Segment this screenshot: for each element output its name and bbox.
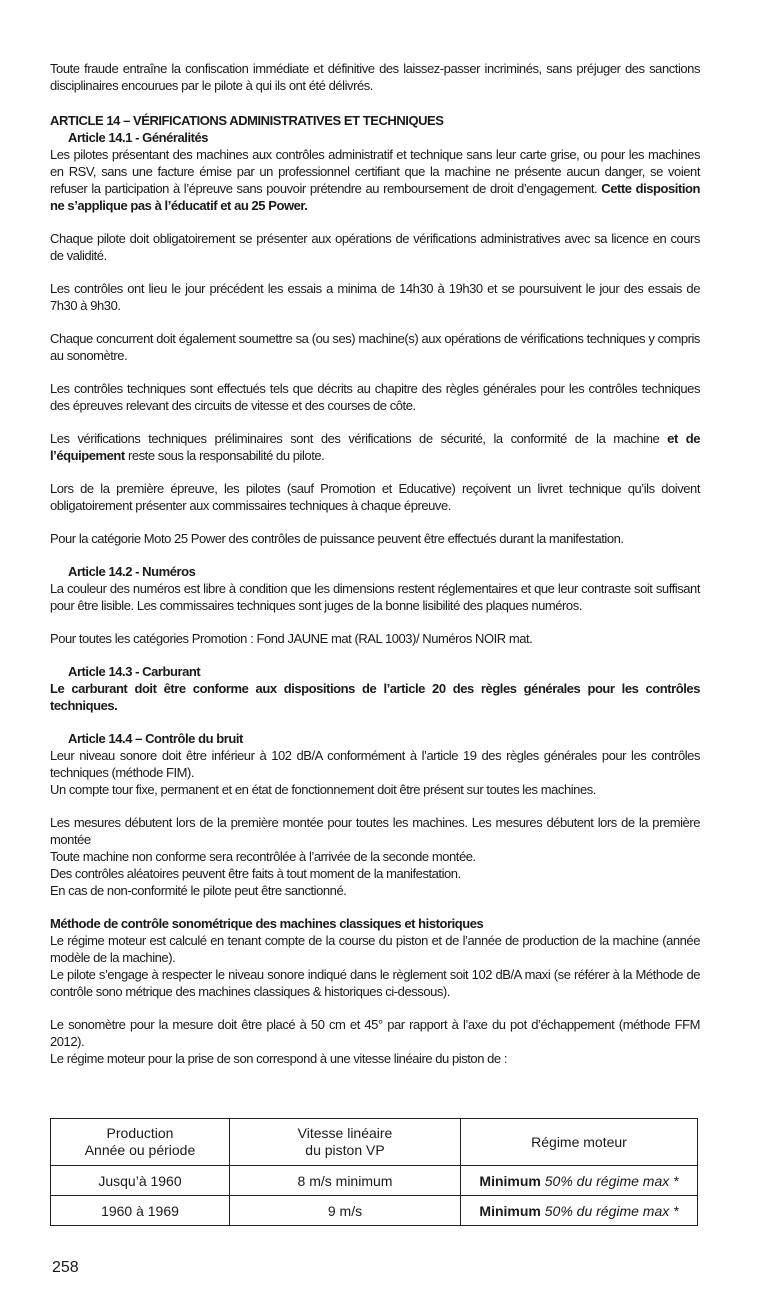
article-14-4-heading: Article 14.4 – Contrôle du bruit (68, 731, 243, 746)
header-line: Production (106, 1125, 174, 1141)
paragraph-emphasis: Le carburant doit être conforme aux dispositions de l’article 20 des règles générales pour les contrôles techniques. (50, 681, 700, 713)
article-14-heading: ARTICLE 14 – VÉRIFICATIONS ADMINISTRATIVES ET TECHNIQUES (50, 113, 444, 128)
header-vitesse (230, 1119, 461, 1166)
header-line: Régime moteur (531, 1133, 627, 1150)
paragraph-methode-3: Le sonomètre pour la mesure doit être placé à 50 cm et 45° par rapport à l’axe du pot d’échappement (méthode FFM 2012). (50, 1017, 700, 1049)
paragraph-methode-1: Le régime moteur est calculé en tenant compte de la course du piston et de l’année de production de la machine (année modèle de la machine). (50, 933, 700, 965)
cell-regime (461, 1166, 698, 1196)
cell-vitesse: 8 m/s minimum (230, 1166, 461, 1196)
page-number: 258 (52, 1259, 79, 1276)
heading-text: Méthode de contrôle sonométrique des machines classiques et historiques (50, 916, 484, 931)
engine-speed-table (50, 1118, 698, 1226)
header-line: du piston VP (305, 1142, 385, 1158)
paragraph-14-4-5: Des contrôles aléatoires peuvent être faits à tout moment de la manifestation. (50, 866, 461, 881)
table-row (51, 1196, 698, 1226)
intro-paragraph: Toute fraude entraîne la confiscation immédiate et définitive des laissez-passer incriminés, sans préjuger des sanctions disciplinaires encourues par le pilote à qui ils ont été délivrés. (50, 61, 700, 93)
table-header-row (51, 1119, 698, 1166)
regime-italic: 50% du régime max * (544, 1202, 679, 1219)
header-line: Année ou période (84, 1142, 196, 1158)
paragraph-14-1-6 (50, 430, 700, 464)
paragraph-methode-2: Le pilote s’engage à respecter le niveau sonore indiqué dans le règlement soit 102 dB/A maxi (se référer à la Méthode de contrôle sono métrique des machines classiques & historiques ci-dessous). (50, 967, 700, 999)
cell-production: 1960 à 1969 (51, 1196, 230, 1226)
paragraph-14-1-4: Chaque concurrent doit également soumettre sa (ou ses) machine(s) aux opérations de vérifications techniques y compris au sonomètre. (50, 331, 700, 363)
paragraph-methode-4: Le régime moteur pour la prise de son correspond à une vitesse linéaire du piston de : (50, 1051, 508, 1066)
paragraph-14-1-1 (50, 146, 700, 214)
paragraph-14-4-1: Leur niveau sonore doit être inférieur à 102 dB/A conformément à l’article 19 des règles générales pour les contrôles techniques (méthode FIM). (50, 748, 700, 780)
paragraph-14-1-5: Les contrôles techniques sont effectués tels que décrits au chapitre des règles générales pour les contrôles techniques des épreuves relevant des circuits de vitesse et des courses de côte. (50, 381, 700, 413)
cell-regime (461, 1196, 698, 1226)
paragraph-14-4-4: Toute machine non conforme sera recontrôlée à l’arrivée de la seconde montée. (50, 849, 476, 864)
paragraph-14-1-3: Les contrôles ont lieu le jour précédent les essais a minima de 14h30 à 19h30 et se poursuivent le jour des essais de 7h30 à 9h30. (50, 281, 700, 313)
paragraph-emphasis: Cette disposition ne s’applique pas à l’éducatif et au 25 Power. (50, 181, 700, 213)
header-regime (461, 1119, 698, 1166)
article-14-3-heading: Article 14.3 - Carburant (68, 664, 201, 679)
header-line: Vitesse linéaire (297, 1125, 393, 1141)
cell-production: Jusqu’à 1960 (51, 1166, 230, 1196)
regime-bold: Minimum (479, 1172, 541, 1189)
paragraph-14-1-2: Chaque pilote doit obligatoirement se présenter aux opérations de vérifications administratives avec sa licence en cours de validité. (50, 231, 700, 263)
paragraph-14-3-1 (50, 680, 700, 714)
paragraph-14-1-7: Lors de la première épreuve, les pilotes (sauf Promotion et Educative) reçoivent un livret technique qu’ils doivent obligatoirement présenter aux commissaires techniques à chaque épreuve. (50, 481, 700, 513)
cell-vitesse: 9 m/s (230, 1196, 461, 1226)
article-14-1-heading: Article 14.1 - Généralités (68, 130, 209, 145)
paragraph-text: reste sous la responsabilité du pilote. (127, 448, 325, 463)
paragraph-text: Les vérifications techniques préliminaires sont des vérifications de sécurité, la conformité de la machine (50, 431, 660, 446)
regime-bold: Minimum (479, 1202, 541, 1219)
paragraph-14-1-8: Pour la catégorie Moto 25 Power des contrôles de puissance peuvent être effectués durant la manifestation. (50, 531, 624, 546)
paragraph-14-2-2: Pour toutes les catégories Promotion : Fond JAUNE mat (RAL 1003)/ Numéros NOIR mat. (50, 631, 533, 646)
header-production (51, 1119, 230, 1166)
paragraph-14-4-2: Un compte tour fixe, permanent et en état de fonctionnement doit être présent sur toutes les machines. (50, 782, 596, 797)
table-row (51, 1166, 698, 1196)
regime-italic: 50% du régime max * (544, 1172, 679, 1189)
paragraph-14-4-3: Les mesures débutent lors de la première montée pour toutes les machines. Les mesures débutent lors de la première montée (50, 815, 700, 847)
paragraph-emphasis: et de l’équipement (50, 431, 700, 463)
paragraph-14-4-6: En cas de non-conformité le pilote peut être sanctionné. (50, 883, 347, 898)
article-14-2-heading: Article 14.2 - Numéros (68, 564, 196, 579)
methode-heading (50, 915, 700, 932)
document-page (50, 60, 700, 1067)
paragraph-14-2-1: La couleur des numéros est libre à condition que les dimensions restent réglementaires et que leur contraste soit suffisant pour être lisible. Les commissaires techniques sont juges de la bonne lisibilité des plaques numéros. (50, 581, 700, 613)
paragraph-text: Les pilotes présentant des machines aux contrôles administratif et technique sans leur carte grise, ou pour les machines en RSV, sans une facture émise par un professionnel certifiant que la machine ne présente aucun danger, se voient refuser la participation à l’épreuve sans pouvoir prétendre au remboursement de droit d’engagement. (50, 147, 700, 196)
